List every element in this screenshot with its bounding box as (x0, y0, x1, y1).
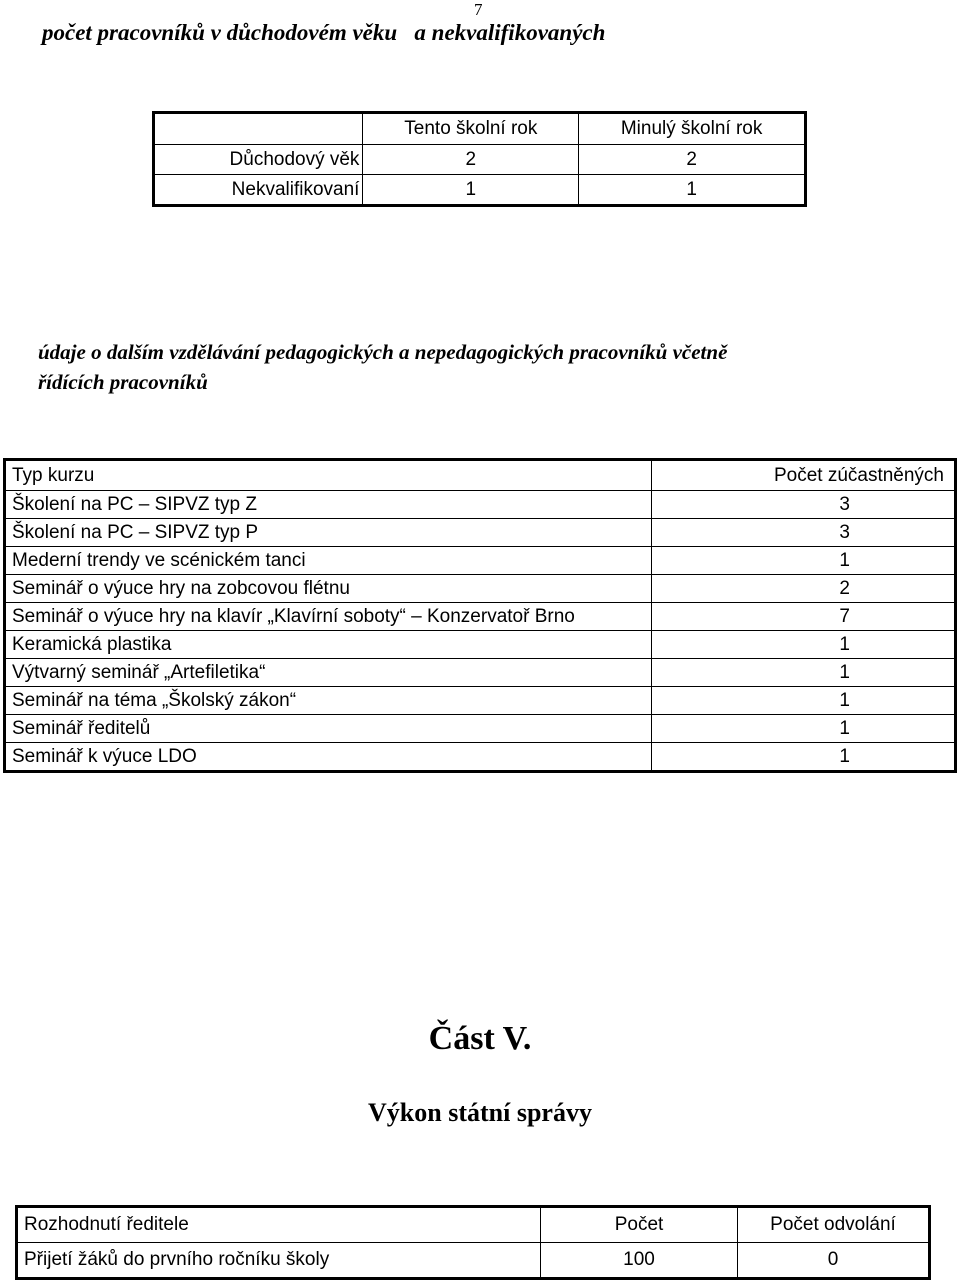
participant-count: 1 (652, 631, 956, 659)
header-decision: Rozhodnutí ředitele (17, 1207, 541, 1243)
table-header-row (154, 113, 806, 145)
participant-count: 1 (652, 743, 956, 772)
table-row (5, 743, 956, 772)
table-header-row (17, 1207, 930, 1243)
participant-count: 1 (652, 659, 956, 687)
course-name: Seminář ředitelů (5, 715, 652, 743)
table-row (5, 491, 956, 519)
header-appeals: Počet odvolání (738, 1207, 930, 1243)
header-count: Počet (541, 1207, 738, 1243)
heading-education-line1: údaje o dalším vzdělávání pedagogických a nepedagogických pracovníků včetně (38, 340, 728, 364)
part-title: Část V. (428, 1020, 532, 1057)
course-name: Seminář o výuce hry na zobcovou flétnu (5, 575, 652, 603)
table-row (5, 519, 956, 547)
decisions-table (15, 1205, 931, 1280)
appeal-count: 0 (738, 1243, 930, 1279)
table-row (5, 547, 956, 575)
heading-staff-retirement-unqualified: počet pracovníků v důchodovém věku a nekvalifikovaných (42, 20, 606, 45)
courses-table (3, 458, 957, 773)
course-name: Školení na PC – SIPVZ typ P (5, 519, 652, 547)
decision-count: 100 (541, 1243, 738, 1279)
table-row (5, 715, 956, 743)
table-row (5, 687, 956, 715)
table-row (5, 575, 956, 603)
table-row (154, 145, 806, 175)
cell-this-year: 2 (363, 145, 579, 175)
cell-last-year: 2 (579, 145, 806, 175)
course-name: Mederní trendy ve scénickém tanci (5, 547, 652, 575)
heading-education-line2: řídících pracovníků (38, 370, 208, 394)
row-label: Důchodový věk (154, 145, 363, 175)
header-course-type: Typ kurzu (5, 460, 652, 491)
cell-last-year: 1 (579, 175, 806, 206)
decision-name: Přijetí žáků do prvního ročníku školy (17, 1243, 541, 1279)
participant-count: 1 (652, 715, 956, 743)
table-row (5, 659, 956, 687)
header-participants: Počet zúčastněných (652, 460, 956, 491)
section-title: Výkon státní správy (368, 1098, 592, 1127)
staff-table (152, 111, 807, 207)
participant-count: 7 (652, 603, 956, 631)
course-name: Seminář o výuce hry na klavír „Klavírní soboty“ – Konzervatoř Brno (5, 603, 652, 631)
table-header-cell (154, 113, 363, 145)
course-name: Výtvarný seminář „Artefiletika“ (5, 659, 652, 687)
table-header-cell: Tento školní rok (363, 113, 579, 145)
participant-count: 3 (652, 519, 956, 547)
table-row (5, 631, 956, 659)
participant-count: 3 (652, 491, 956, 519)
course-name: Školení na PC – SIPVZ typ Z (5, 491, 652, 519)
cell-this-year: 1 (363, 175, 579, 206)
table-header-cell: Minulý školní rok (579, 113, 806, 145)
course-name: Keramická plastika (5, 631, 652, 659)
course-name: Seminář k výuce LDO (5, 743, 652, 772)
table-row (154, 175, 806, 206)
participant-count: 1 (652, 687, 956, 715)
page-number: 7 (474, 0, 483, 19)
participant-count: 1 (652, 547, 956, 575)
participant-count: 2 (652, 575, 956, 603)
course-name: Seminář na téma „Školský zákon“ (5, 687, 652, 715)
row-label: Nekvalifikovaní (154, 175, 363, 206)
table-header-row (5, 460, 956, 491)
table-row (17, 1243, 930, 1279)
table-row (5, 603, 956, 631)
